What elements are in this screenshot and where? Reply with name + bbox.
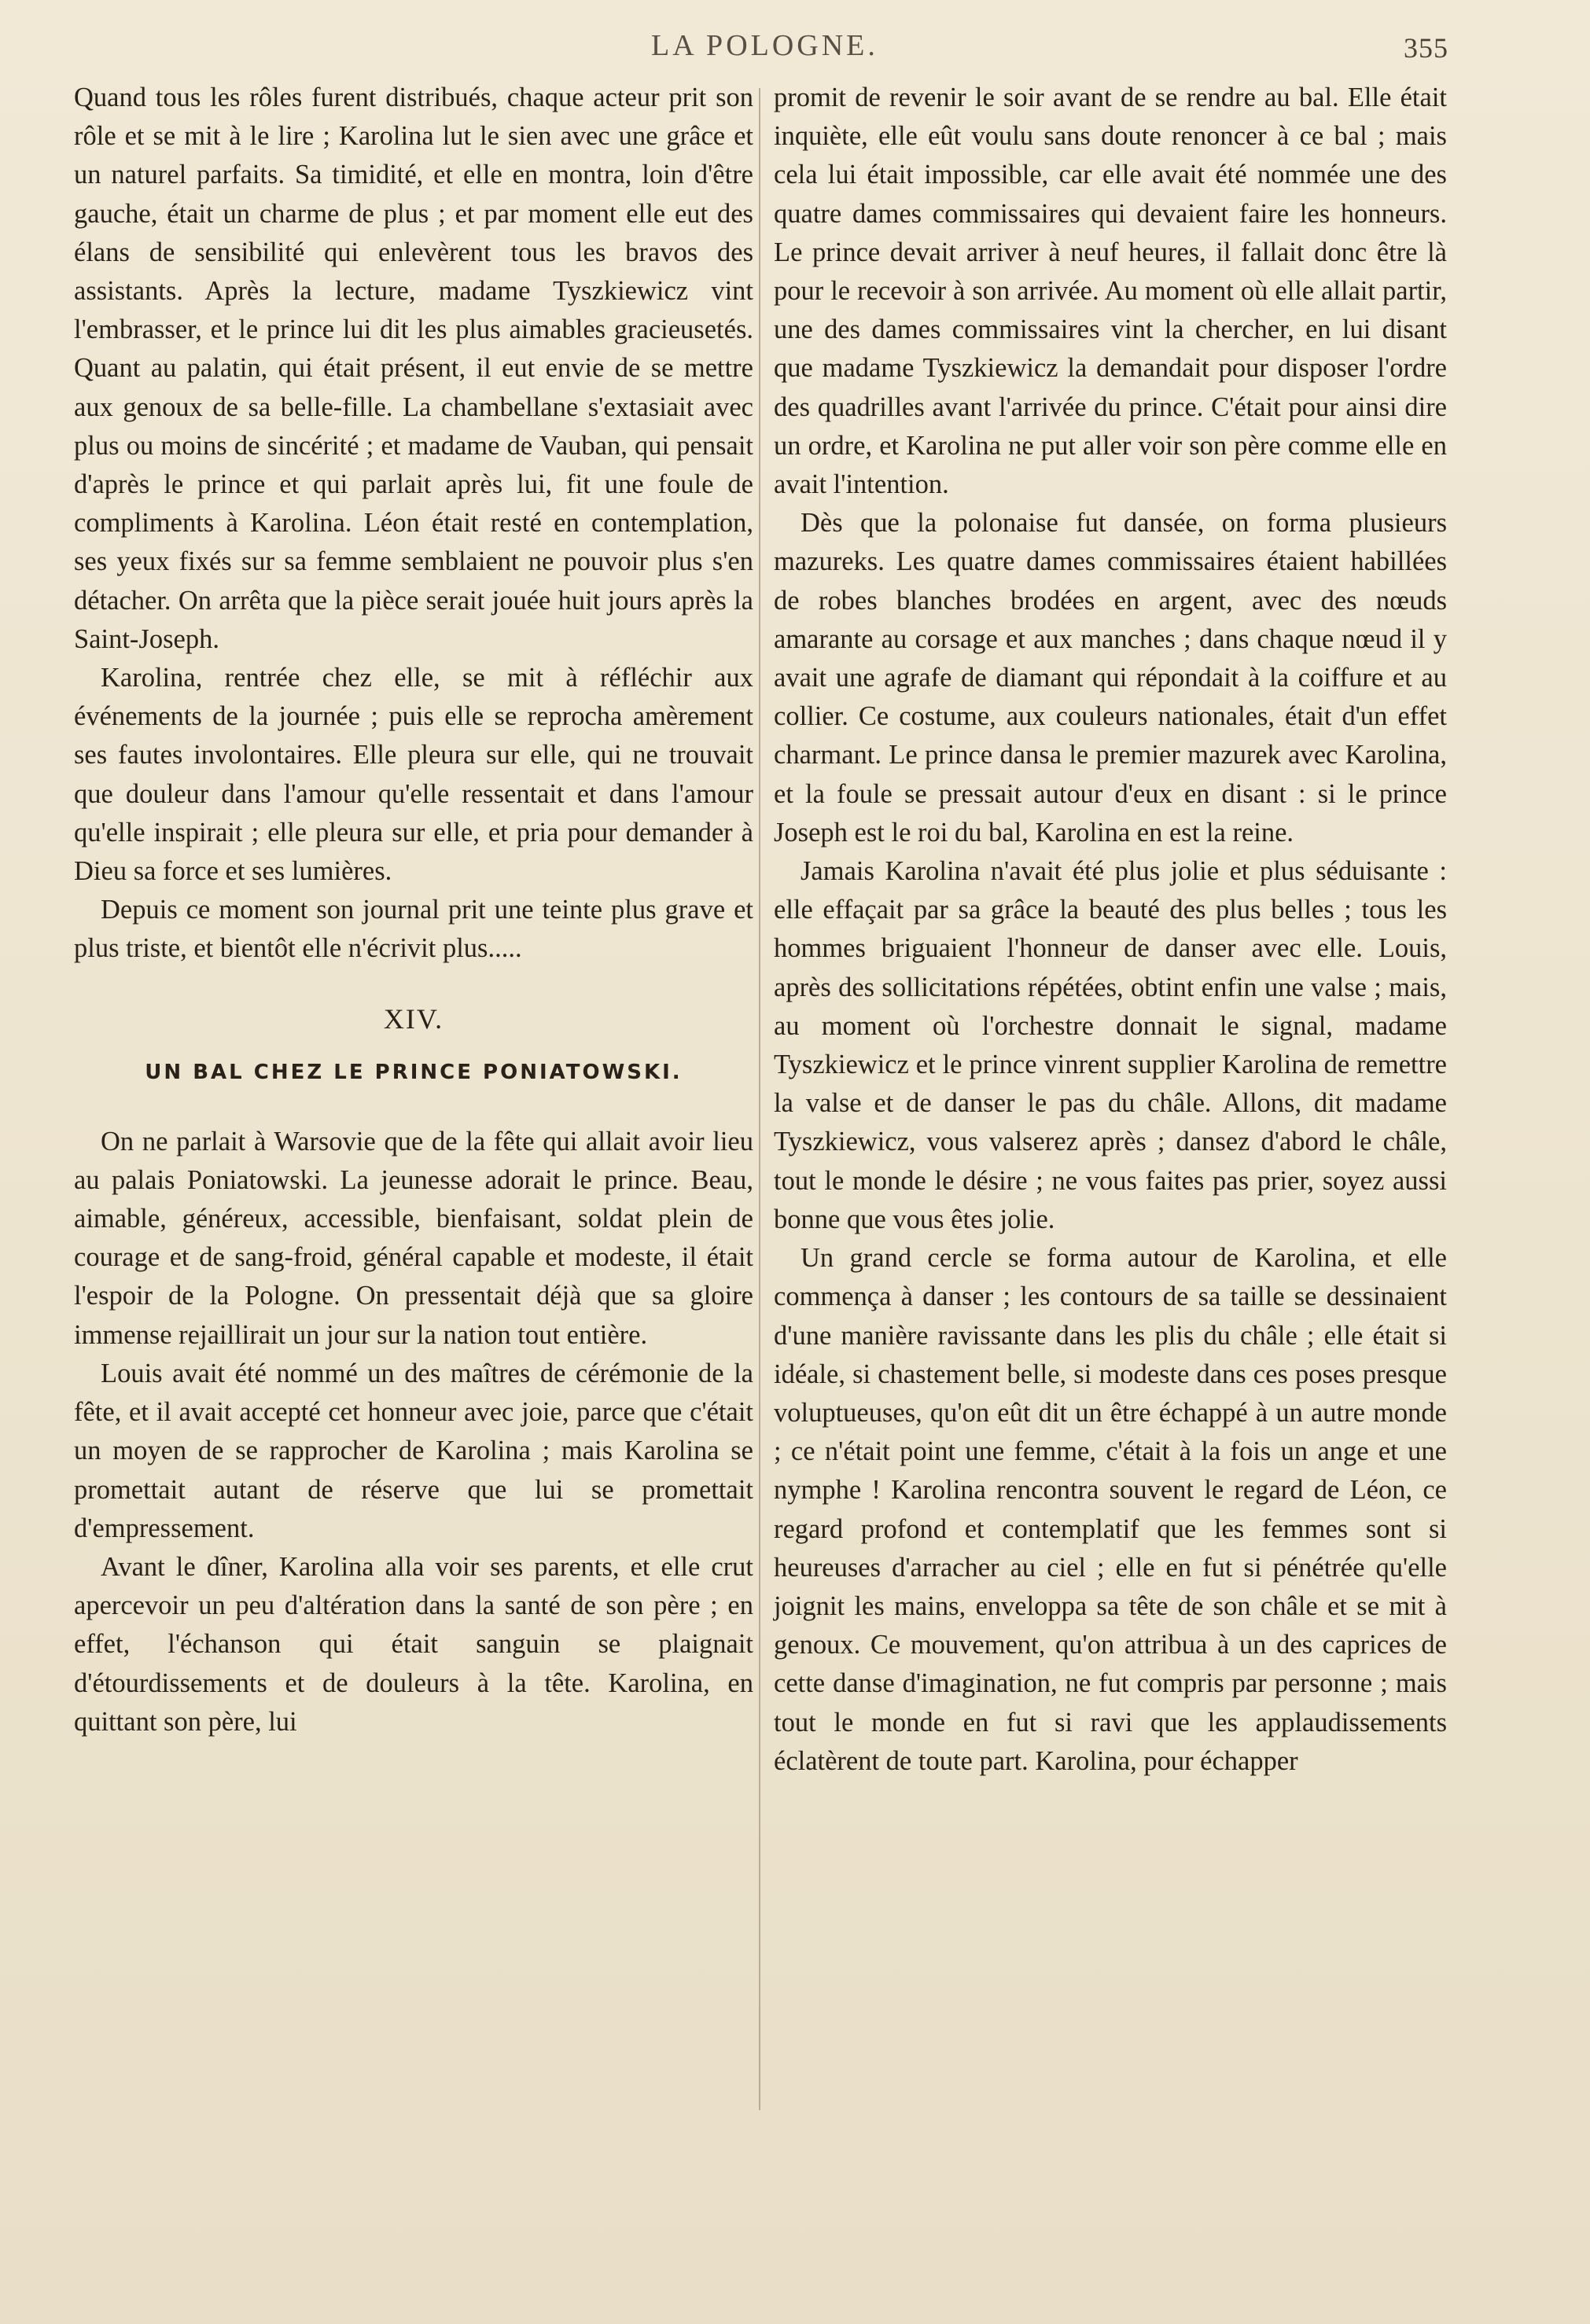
- column-divider: [759, 88, 760, 2110]
- paragraph: Jamais Karolina n'avait été plus jolie et plus séduisante : elle effaçait par sa grâce la beauté des plus belles ; tous les hommes briguaient l'honneur de danser avec elle. Louis, après des sollicitations répétées, obtint enfin une valse ; mais, au moment où l'orchestre donnait le signal, madame Tyszkiewicz et le prince vinrent supplier Karolina de remettre la valse et de danser le pas du châle. Allons, dit madame Tyszkiewicz, vous valserez après ; dansez d'abord le châle, tout le monde le désire ; ne vous faites pas prier, soyez aussi bonne que vous êtes jolie.: [774, 856, 1447, 1234]
- running-head: [0, 28, 1590, 66]
- paragraph: Depuis ce moment son journal prit une teinte plus grave et plus triste, et bientôt elle n'écrivit plus.....: [74, 895, 753, 964]
- page-number: 355: [1404, 32, 1448, 64]
- chapter-number: XIV.: [383, 1002, 444, 1035]
- paragraph: Karolina, rentrée chez elle, se mit à réfléchir aux événements de la journée ; puis elle se reprocha amèrement ses fautes involontaires. Elle pleura sur elle, qui ne trouvait que douleur dans l'amour qu'elle ressentait et dans l'amour qu'elle inspirait ; elle pleura sur elle, et pria pour demander à Dieu sa force et ses lumières.: [74, 663, 753, 887]
- chapter-title: UN BAL CHEZ LE PRINCE PONIATOWSKI.: [145, 1060, 683, 1084]
- paragraph: Dès que la polonaise fut dansée, on forma plusieurs mazureks. Les quatre dames commissaires étaient habillées de robes blanches brodées en argent, avec des nœuds amarante au corsage et aux manches ; dans chaque nœud il y avait une agrafe de diamant qui répondait à la coiffure et au collier. Ce costume, aux couleurs nationales, était d'un effet charmant. Le prince dansa le premier mazurek avec Karolina, et la foule se pressait autour d'eux en disant : si le prince Joseph est le roi du bal, Karolina en est la reine.: [774, 508, 1447, 848]
- right-column: [774, 79, 1447, 1781]
- paragraph: Un grand cercle se forma autour de Karolina, et elle commença à danser ; les contours de sa taille se dessinaient d'une manière ravissante dans les plis du châle ; elle était si idéale, si chastement belle, si modeste dans ces poses presque voluptueuses, qu'on eût dit un être échappé à un autre monde ; ce n'était point une femme, c'était à la fois un ange et une nymphe ! Karolina rencontra souvent le regard de Léon, ce regard profond et contemplatif que les femmes sont si heureuses d'arracher au ciel ; elle en fut si pénétrée qu'elle joignit les mains, enveloppa sa tête de son châle et se mit à genoux. Ce mouvement, qu'on attribua à un des caprices de cette danse d'imagination, ne fut compris par personne ; mais tout le monde en fut si ravi que les applaudissements éclatèrent de toute part. Karolina, pour échapper: [774, 1243, 1447, 1776]
- running-title: LA POLOGNE.: [651, 29, 878, 62]
- paragraph: On ne parlait à Warsovie que de la fête qui allait avoir lieu au palais Poniatowski. La jeunesse adorait le prince. Beau, aimable, généreux, accessible, bienfaisant, soldat plein de courage et de sang-froid, général capable et modeste, il était l'espoir de la Pologne. On pressentait déjà que sa gloire immense rejaillirait un jour sur la nation tout entière.: [74, 1126, 753, 1350]
- paragraph: promit de revenir le soir avant de se rendre au bal. Elle était inquiète, elle eût voulu sans doute renoncer à ce bal ; mais cela lui était impossible, car elle avait été nommée une des quatre dames commissaires qui devaient faire les honneurs. Le prince devait arriver à neuf heures, il fallait donc être là pour le recevoir à son arrivée. Au moment où elle allait partir, une des dames commissaires vint la chercher, en lui disant que madame Tyszkiewicz la demandait pour disposer l'ordre des quadrilles avant l'arrivée du prince. C'était pour ainsi dire un ordre, et Karolina ne put aller voir son père comme elle en avait l'intention.: [774, 83, 1447, 500]
- paragraph: Quand tous les rôles furent distribués, chaque acteur prit son rôle et se mit à le lire ; Karolina lut le sien avec une grâce et un naturel parfaits. Sa timidité, et elle en montra, loin d'être gauche, était un charme de plus ; et par moment elle eut des élans de sensibilité qui enlevèrent tous les bravos des assistants. Après la lecture, madame Tyszkiewicz vint l'embrasser, et le prince lui dit les plus aimables gracieusetés. Quant au palatin, qui était présent, il eut envie de se mettre aux genoux de sa belle-fille. La chambellane s'extasiait avec plus ou moins de sincérité ; et madame de Vauban, qui pensait d'après le prince et qui parlait après lui, fit une foule de compliments à Karolina. Léon était resté en contemplation, ses yeux fixés sur sa femme semblaient ne pouvoir plus s'en détacher. On arrêta que la pièce serait jouée huit jours après la Saint-Joseph.: [74, 83, 753, 654]
- paragraph: Louis avait été nommé un des maîtres de cérémonie de la fête, et il avait accepté cet honneur avec joie, parce que c'était un moyen de se rapprocher de Karolina ; mais Karolina se promettait autant de réserve que lui se promettait d'empressement.: [74, 1358, 753, 1543]
- paragraph: Avant le dîner, Karolina alla voir ses parents, et elle crut apercevoir un peu d'altération dans la santé de son père ; en effet, l'échanson qui était sanguin se plaignait d'étourdissements et de douleurs à la tête. Karolina, en quittant son père, lui: [74, 1551, 753, 1737]
- left-column: [74, 79, 753, 1741]
